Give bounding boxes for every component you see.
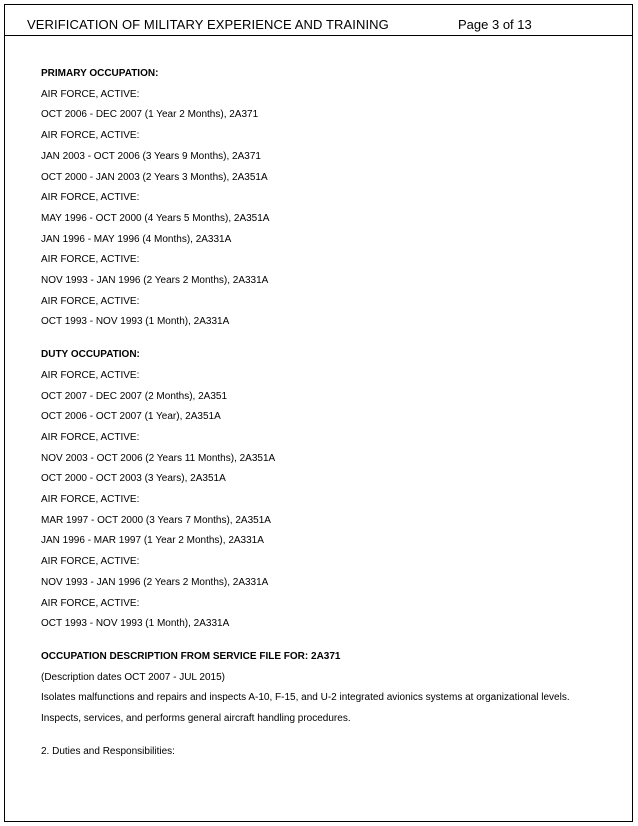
primary-line: JAN 1996 - MAY 1996 (4 Months), 2A331A: [41, 233, 232, 245]
duty-occupation-heading: DUTY OCCUPATION:: [41, 349, 140, 361]
occupation-description-heading: OCCUPATION DESCRIPTION FROM SERVICE FILE FOR: 2A371: [41, 650, 341, 662]
duties-heading: 2. Duties and Responsibilities:: [41, 745, 175, 757]
primary-line: AIR FORCE, ACTIVE:: [41, 88, 140, 100]
page-number: Page 3 of 13: [458, 17, 532, 32]
primary-line: OCT 2006 - DEC 2007 (1 Year 2 Months), 2A371: [41, 109, 259, 121]
primary-line: JAN 2003 - OCT 2006 (3 Years 9 Months), 2A371: [41, 150, 261, 162]
page-header: [4, 4, 633, 36]
primary-line: AIR FORCE, ACTIVE:: [41, 254, 140, 266]
duty-line: AIR FORCE, ACTIVE:: [41, 494, 140, 506]
document-body: [41, 64, 611, 763]
duty-line: AIR FORCE, ACTIVE:: [41, 556, 140, 568]
description-paragraph: Inspects, services, and performs general aircraft handling procedures.: [41, 713, 351, 725]
primary-line: AIR FORCE, ACTIVE:: [41, 130, 140, 142]
description-dates: (Description dates OCT 2007 - JUL 2015): [41, 671, 225, 683]
duty-line: OCT 2007 - DEC 2007 (2 Months), 2A351: [41, 390, 228, 402]
duty-line: NOV 1993 - JAN 1996 (2 Years 2 Months), 2A331A: [41, 576, 269, 588]
duty-occupation-list: [41, 366, 611, 635]
duty-line: NOV 2003 - OCT 2006 (2 Years 11 Months), 2A351A: [41, 452, 276, 464]
duty-line: MAR 1997 - OCT 2000 (3 Years 7 Months), 2A351A: [41, 514, 271, 526]
duty-line: OCT 2000 - OCT 2003 (3 Years), 2A351A: [41, 473, 226, 485]
primary-line: OCT 2000 - JAN 2003 (2 Years 3 Months), 2A351A: [41, 171, 268, 183]
duty-line: OCT 2006 - OCT 2007 (1 Year), 2A351A: [41, 411, 221, 423]
primary-line: AIR FORCE, ACTIVE:: [41, 192, 140, 204]
primary-line: OCT 1993 - NOV 1993 (1 Month), 2A331A: [41, 316, 230, 328]
duty-line: JAN 1996 - MAR 1997 (1 Year 2 Months), 2A331A: [41, 535, 264, 547]
duty-line: OCT 1993 - NOV 1993 (1 Month), 2A331A: [41, 618, 230, 630]
duty-line: AIR FORCE, ACTIVE:: [41, 431, 140, 443]
document-title: VERIFICATION OF MILITARY EXPERIENCE AND TRAINING: [27, 17, 389, 32]
primary-line: MAY 1996 - OCT 2000 (4 Years 5 Months), 2A351A: [41, 212, 270, 224]
duty-line: AIR FORCE, ACTIVE:: [41, 369, 140, 381]
primary-line: AIR FORCE, ACTIVE:: [41, 295, 140, 307]
description-paragraph: Isolates malfunctions and repairs and inspects A-10, F-15, and U-2 integrated avionics systems at organizational levels.: [41, 692, 570, 704]
primary-line: NOV 1993 - JAN 1996 (2 Years 2 Months), 2A331A: [41, 275, 269, 287]
primary-occupation-list: [41, 85, 611, 333]
primary-occupation-heading: PRIMARY OCCUPATION:: [41, 68, 159, 79]
duty-line: AIR FORCE, ACTIVE:: [41, 597, 140, 609]
